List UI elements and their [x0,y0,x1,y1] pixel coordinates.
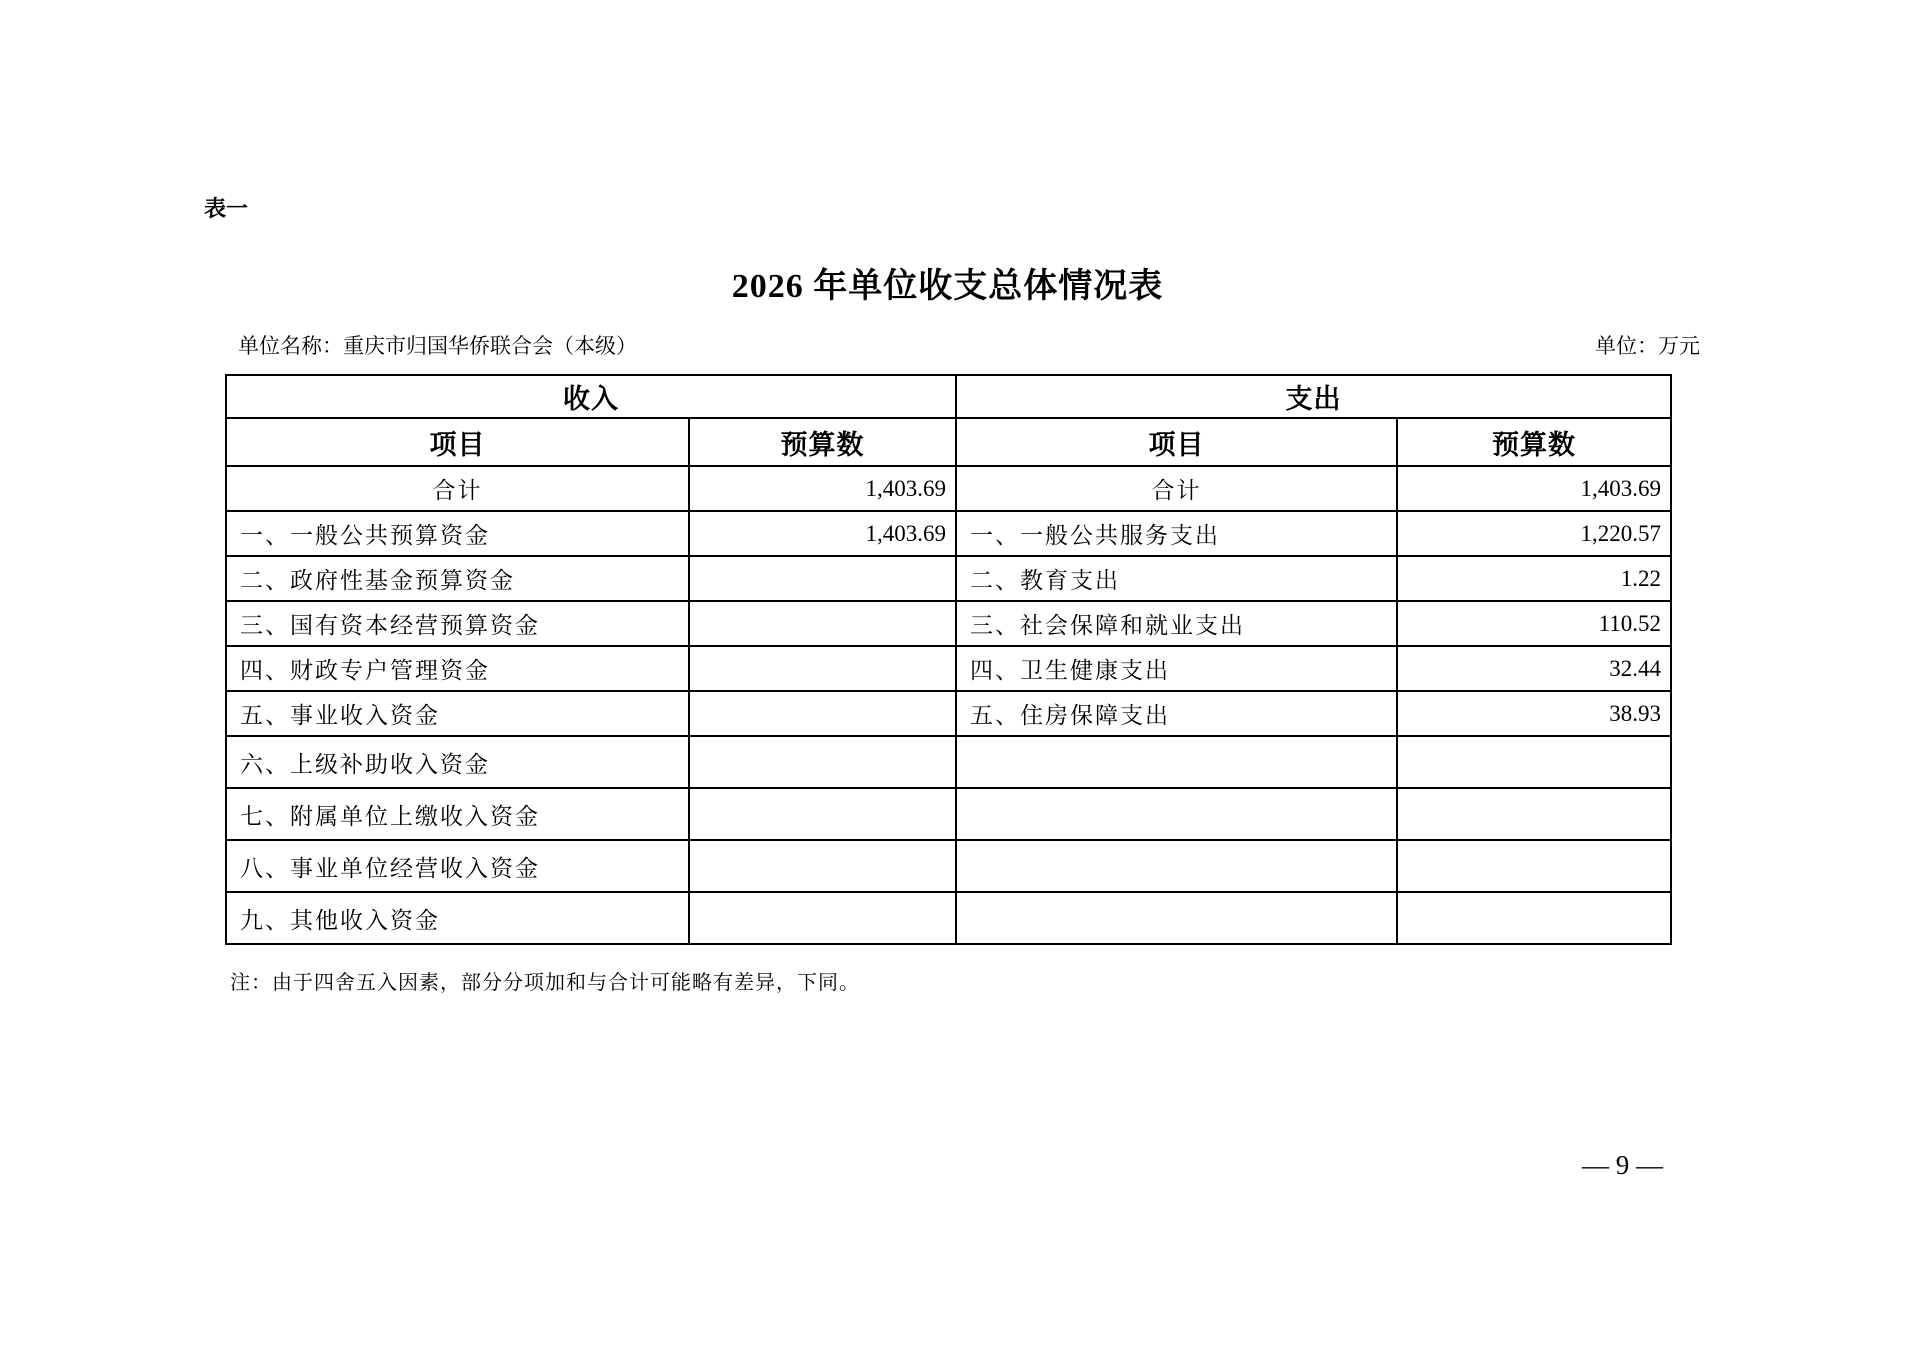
income-value-cell: 1,403.69 [689,511,956,556]
income-item-cell: 四、财政专户管理资金 [226,646,689,691]
table-row [226,646,1671,691]
income-item-cell: 合计 [226,466,689,511]
expense-value-cell: 1,403.69 [1397,466,1671,511]
table-column-header-row [226,418,1671,466]
expense-item-cell [956,840,1397,892]
income-value-cell [689,892,956,944]
table-row [226,691,1671,736]
table-label: 表一 [204,196,249,221]
expense-value-cell: 38.93 [1397,691,1671,736]
income-section-header: 收入 [226,375,956,418]
expense-item-cell: 三、社会保障和就业支出 [956,601,1397,646]
income-value-cell: 1,403.69 [689,466,956,511]
expense-value-cell: 110.52 [1397,601,1671,646]
expense-item-cell: 四、卫生健康支出 [956,646,1397,691]
table-row [226,466,1671,511]
expense-item-cell: 二、教育支出 [956,556,1397,601]
income-value-cell [689,736,956,788]
unit-label: 单位：万元 [1595,334,1700,358]
income-value-cell [689,556,956,601]
info-line [225,330,1700,360]
table-row [226,601,1671,646]
income-item-cell: 三、国有资本经营预算资金 [226,601,689,646]
expense-value-cell [1397,840,1671,892]
income-item-cell: 一、一般公共预算资金 [226,511,689,556]
income-item-cell: 五、事业收入资金 [226,691,689,736]
table-row [226,556,1671,601]
income-value-cell [689,691,956,736]
income-value-cell [689,646,956,691]
unit-name: 单位名称：重庆市归国华侨联合会（本级） [238,334,637,358]
expense-value-cell: 1.22 [1397,556,1671,601]
expense-value-cell [1397,788,1671,840]
income-value-cell [689,840,956,892]
table-row [226,788,1671,840]
income-item-column-header: 项目 [226,418,689,466]
table-row [226,840,1671,892]
table-body [226,466,1671,944]
expense-item-cell [956,736,1397,788]
page-number: — 9 — [1582,1150,1663,1180]
page-title: 2026 年单位收支总体情况表 [731,268,1164,305]
expense-item-cell [956,788,1397,840]
table-section-header-row [226,375,1671,418]
expense-value-cell [1397,736,1671,788]
expense-item-cell: 一、一般公共服务支出 [956,511,1397,556]
income-item-cell: 九、其他收入资金 [226,892,689,944]
income-item-cell: 二、政府性基金预算资金 [226,556,689,601]
expense-item-cell: 合计 [956,466,1397,511]
expense-value-cell: 1,220.57 [1397,511,1671,556]
expense-value-cell: 32.44 [1397,646,1671,691]
income-value-cell [689,601,956,646]
income-item-cell: 八、事业单位经营收入资金 [226,840,689,892]
table-row [226,736,1671,788]
expense-item-cell: 五、住房保障支出 [956,691,1397,736]
income-item-cell: 七、附属单位上缴收入资金 [226,788,689,840]
income-value-cell [689,788,956,840]
table-row [226,511,1671,556]
expense-item-cell [956,892,1397,944]
footnote: 注：由于四舍五入因素，部分分项加和与合计可能略有差异，下同。 [230,972,860,994]
income-budget-column-header: 预算数 [689,418,956,466]
expense-budget-column-header: 预算数 [1397,418,1671,466]
expense-section-header: 支出 [956,375,1671,418]
expense-value-cell [1397,892,1671,944]
expense-item-column-header: 项目 [956,418,1397,466]
income-item-cell: 六、上级补助收入资金 [226,736,689,788]
budget-table [225,374,1672,945]
table-row [226,892,1671,944]
